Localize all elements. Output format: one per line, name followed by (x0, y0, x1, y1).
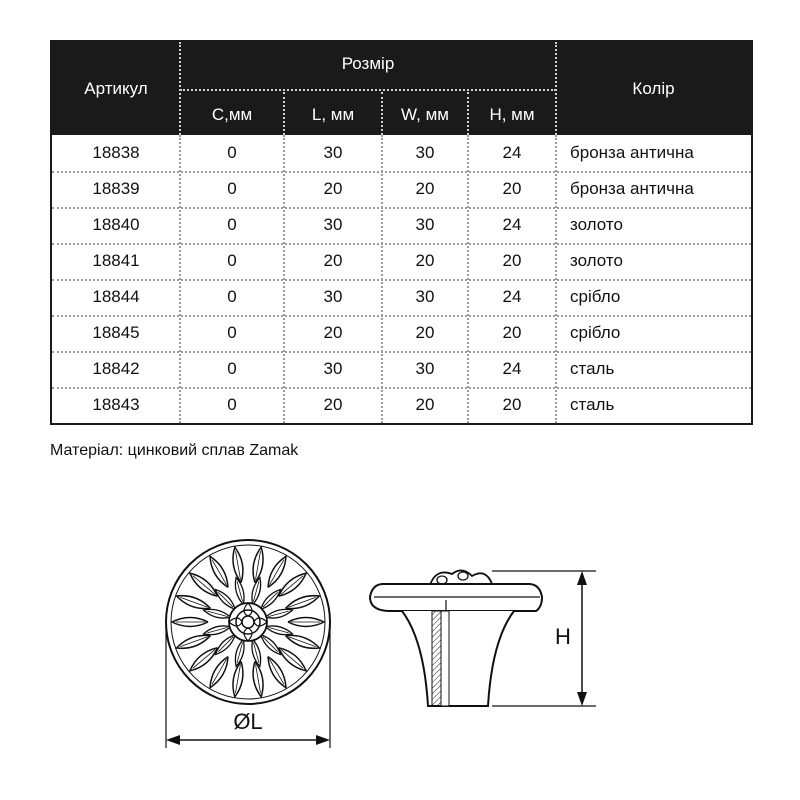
cell-w: 20 (415, 179, 435, 198)
table-row (52, 135, 751, 171)
cell-l: 20 (323, 251, 343, 270)
cell-color: золото (570, 215, 623, 234)
cell-h: 20 (502, 251, 522, 270)
cell-color: сталь (570, 359, 615, 378)
header-c: C,мм (211, 104, 253, 124)
cell-w: 20 (415, 323, 435, 342)
header-divider (180, 89, 556, 91)
column-divider (467, 135, 469, 423)
knob-side-view (370, 570, 542, 706)
row-divider (52, 207, 751, 209)
row-divider (52, 351, 751, 353)
cell-article: 18842 (92, 359, 140, 378)
cell-color: бронза антична (570, 143, 694, 162)
row-divider (52, 279, 751, 281)
cell-h: 20 (502, 323, 522, 342)
height-label: H (555, 624, 571, 649)
cell-l: 20 (323, 395, 343, 414)
header-size-group: Розмір (341, 54, 395, 73)
column-divider (555, 135, 557, 423)
table-row (52, 243, 751, 279)
cell-color: сталь (570, 395, 615, 414)
cell-w: 30 (415, 143, 435, 162)
cell-article: 18839 (92, 179, 140, 198)
table-row (52, 315, 751, 351)
row-divider (52, 171, 751, 173)
cell-h: 24 (502, 287, 522, 306)
column-divider (179, 135, 181, 423)
cell-w: 30 (415, 215, 435, 234)
cell-article: 18844 (92, 287, 140, 306)
table-row (52, 279, 751, 315)
cell-h: 24 (502, 215, 522, 234)
column-divider (381, 135, 383, 423)
cell-article: 18843 (92, 395, 140, 414)
cell-article: 18845 (92, 323, 140, 342)
table-row (52, 171, 751, 207)
cell-h: 20 (502, 395, 522, 414)
cell-h: 20 (502, 179, 522, 198)
cell-w: 20 (415, 395, 435, 414)
header-divider (381, 92, 383, 135)
cell-color: срібло (570, 323, 621, 342)
cell-w: 30 (415, 359, 435, 378)
cell-l: 20 (323, 323, 343, 342)
header-l: L, мм (311, 104, 355, 124)
cell-c: 0 (227, 359, 237, 378)
header-article: Артикул (84, 78, 148, 98)
cell-l: 30 (323, 359, 343, 378)
cell-c: 0 (227, 251, 237, 270)
cell-c: 0 (227, 143, 237, 162)
cell-h: 24 (502, 143, 522, 162)
cell-l: 30 (323, 215, 343, 234)
cell-w: 30 (415, 287, 435, 306)
header-divider (283, 92, 285, 135)
cell-article: 18838 (92, 143, 140, 162)
cell-l: 30 (323, 143, 343, 162)
cell-c: 0 (227, 215, 237, 234)
cell-color: бронза антична (570, 179, 694, 198)
row-divider (52, 387, 751, 389)
header-divider (467, 92, 469, 135)
cell-l: 30 (323, 287, 343, 306)
header-h: H, мм (489, 104, 535, 124)
cell-l: 20 (323, 179, 343, 198)
technical-drawing (0, 480, 800, 760)
table-row (52, 351, 751, 387)
header-color: Колір (632, 78, 675, 98)
spec-table (50, 40, 753, 425)
header-w: W, мм (401, 104, 449, 124)
header-divider (179, 42, 181, 135)
cell-article: 18841 (92, 251, 140, 270)
diameter-label: ØL (233, 709, 263, 734)
cell-c: 0 (227, 395, 237, 414)
table-row (52, 207, 751, 243)
material-note: Матеріал: цинковий сплав Zamak (50, 442, 299, 459)
column-divider (283, 135, 285, 423)
cell-w: 20 (415, 251, 435, 270)
row-divider (52, 315, 751, 317)
cell-article: 18840 (92, 215, 140, 234)
cell-h: 24 (502, 359, 522, 378)
table-header (52, 42, 751, 135)
knob-top-view (166, 540, 330, 704)
cell-color: золото (570, 251, 623, 270)
cell-c: 0 (227, 323, 237, 342)
cell-color: срібло (570, 287, 621, 306)
cell-c: 0 (227, 287, 237, 306)
table-row (52, 387, 751, 423)
row-divider (52, 243, 751, 245)
header-divider (555, 42, 557, 135)
cell-c: 0 (227, 179, 237, 198)
